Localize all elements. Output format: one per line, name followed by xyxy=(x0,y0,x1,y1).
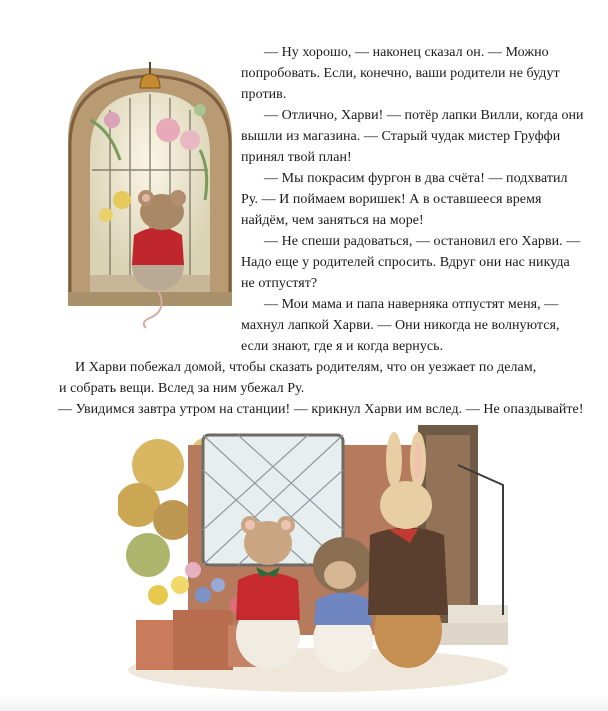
paragraph-5 xyxy=(241,296,560,354)
page-bottom-edge xyxy=(0,695,608,711)
text-line: попробовать. Если, конечно, ваши родители не будут xyxy=(241,66,560,81)
text-line: — Отлично, Харви! — потёр лапки Вилли, когда они xyxy=(264,108,584,123)
text-line: принял твой план! xyxy=(241,150,352,165)
text-line: и собрать вещи. Вслед за ним убежал Ру. xyxy=(59,381,305,396)
text-line: — Мои мама и папа наверняка отпустят меня, — xyxy=(264,297,559,312)
text-line: вышли из магазина. — Старый чудак мистер Груффи xyxy=(241,129,561,144)
text-line: махнул лапкой Харви. — Они никогда не волнуются, xyxy=(241,318,560,333)
paragraph-2 xyxy=(241,107,584,165)
text-line: — Не спеши радоваться, — остановил его Харви. — xyxy=(264,234,581,249)
mouse-at-window-illustration xyxy=(50,60,250,330)
text-line: — Увидимся завтра утром на станции! — крикнул Харви им вслед. — Не опаздывайте! xyxy=(58,402,584,417)
paragraph-1 xyxy=(241,44,560,102)
paragraph-4 xyxy=(241,233,581,291)
friends-at-shop-door-illustration xyxy=(118,425,508,695)
text-line: найдём, чем заняться на море! xyxy=(241,213,424,228)
text-line: если знают, где я и когда вернусь. xyxy=(241,339,444,354)
text-line: — Мы покрасим фургон в два счёта! — подхватил xyxy=(264,171,568,186)
paragraph-6 xyxy=(59,359,537,396)
text-line: Ру. — И поймаем воришек! А в оставшееся время xyxy=(241,192,542,207)
text-line: не отпустят? xyxy=(241,276,318,291)
text-line: Надо еще у родителей спросить. Вдруг они нас никуда xyxy=(241,255,570,270)
text-line: И Харви побежал домой, чтобы сказать родителям, что он уезжает по делам, xyxy=(75,360,537,375)
text-line: против. xyxy=(241,87,287,102)
paragraph-7 xyxy=(58,401,584,419)
paragraph-3 xyxy=(241,170,568,228)
text-line: — Ну хорошо, — наконец сказал он. — Можно xyxy=(264,45,549,60)
